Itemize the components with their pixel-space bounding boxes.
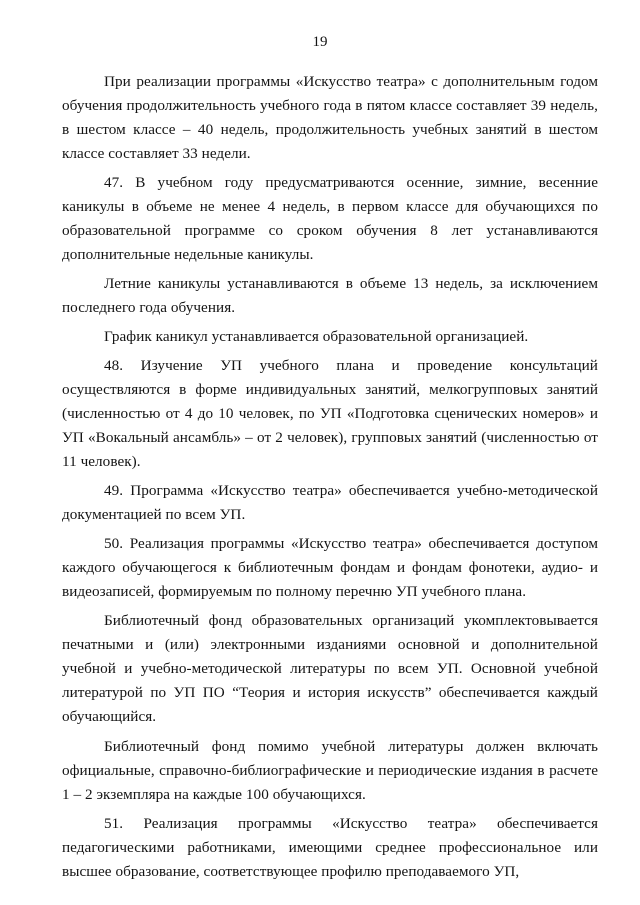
- paragraph-47-holidays: 47. В учебном году предусматриваются осенние, зимние, весенние каникулы в объеме не менее 4 недель, в первом классе для обучающихся по образовательной программе со сроком обучения 8 лет устанавливаются дополнительные недельные каникулы.: [62, 174, 598, 263]
- paragraph-50-library-access: 50. Реализация программы «Искусство театра» обеспечивается доступом каждого обучающегося к библиотечным фондам и фондам фонотеки, аудио- и видеозаписей, формируемым по полному перечню УП учебного плана.: [62, 535, 598, 600]
- paragraph-school-year-duration: При реализации программы «Искусство театра» с дополнительным годом обучения продолжительность учебного года в пятом классе составляет 39 недель, в шестом классе – 40 недель, продолжительность учебных занятий в шестом классе составляет 33 недели.: [62, 73, 598, 162]
- paragraph-48-study-forms: 48. Изучение УП учебного плана и проведение консультаций осуществляются в форме индивидуальных занятий, мелкогрупповых занятий (численностью от 4 до 10 человек, по УП «Подготовка сценических номеров» и УП «Вокальный ансамбль» – от 2 человек), групповых занятий (численностью от 11 человек).: [62, 357, 598, 470]
- paragraph-51-teaching-staff: 51. Реализация программы «Искусство театра» обеспечивается педагогическими работниками, имеющими среднее профессиональное или высшее образование, соответствующее профилю преподаваемого УП,: [62, 815, 598, 880]
- paragraph-49-documentation: 49. Программа «Искусство театра» обеспечивается учебно-методической документацией по всем УП.: [62, 482, 598, 523]
- document-body: [62, 70, 598, 889]
- page-number: 19: [312, 34, 328, 50]
- paragraph-summer-holidays: Летние каникулы устанавливаются в объеме 13 недель, за исключением последнего года обучения.: [62, 275, 598, 316]
- paragraph-holiday-schedule: График каникул устанавливается образовательной организацией.: [104, 328, 529, 345]
- paragraph-library-fund-periodicals: Библиотечный фонд помимо учебной литературы должен включать официальные, справочно-библиографические и периодические издания в расчете 1 – 2 экземпляра на каждые 100 обучающихся.: [62, 738, 598, 803]
- paragraph-library-fund: Библиотечный фонд образовательных организаций укомплектовывается печатными и (или) электронными изданиями основной и дополнительной учебной и учебно-методической литературы по всем УП. Основной учебной литературой по УП ПО “Теория и история искусств” обеспечивается каждый обучающийся.: [62, 612, 598, 725]
